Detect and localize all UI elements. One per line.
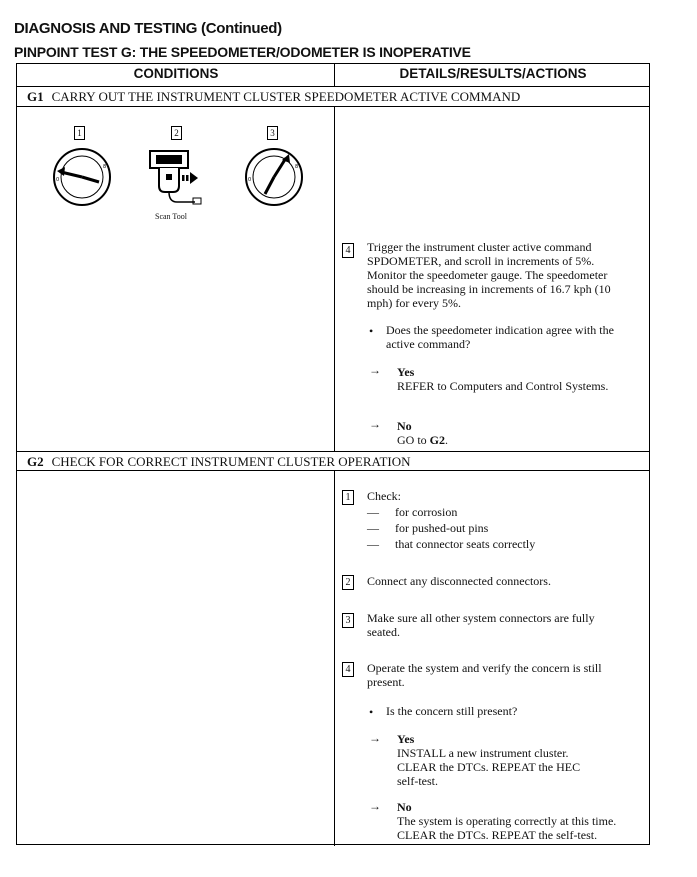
g2-step-3-line-2: seated. xyxy=(367,625,400,639)
speedometer-gauge-low-icon xyxy=(51,146,113,208)
g2-yes-block xyxy=(397,732,580,788)
page-title: DIAGNOSIS AND TESTING (Continued) xyxy=(14,20,282,37)
g1-question-line-2: active command? xyxy=(386,337,471,351)
g1-end-rule xyxy=(17,451,649,452)
g2-yes-label: Yes xyxy=(397,732,415,746)
svg-text:8: 8 xyxy=(295,164,299,170)
g1-step-4-box: 4 xyxy=(342,243,354,258)
g2-yes-arrow-icon: → xyxy=(369,731,381,745)
scan-tool-icon xyxy=(147,148,207,208)
g1-no-block xyxy=(397,419,448,447)
g2-step-1-text: Check: xyxy=(367,489,401,503)
g1-question xyxy=(386,323,614,351)
illus-num-1: 1 xyxy=(74,126,85,140)
g1-step-4-line-2: SPDOMETER, and scroll in increments of 5%. xyxy=(367,254,595,268)
svg-text:0: 0 xyxy=(56,177,60,183)
g1-step-4-line-1: Trigger the instrument cluster active command xyxy=(367,240,592,254)
g2-title-rule xyxy=(17,470,649,471)
g1-title: CARRY OUT THE INSTRUMENT CLUSTER SPEEDOMETER ACTIVE COMMAND xyxy=(51,89,521,104)
g1-divider xyxy=(334,106,335,452)
illus-num-2: 2 xyxy=(171,126,182,140)
g2-no-block xyxy=(397,800,616,842)
svg-text:8: 8 xyxy=(103,164,107,170)
g2-title-row xyxy=(27,454,411,470)
g2-step-4-box: 4 xyxy=(342,662,354,677)
g1-no-prefix: GO to xyxy=(397,433,430,447)
g2-yes-line-1: INSTALL a new instrument cluster. xyxy=(397,746,569,760)
g1-yes-label: Yes xyxy=(397,365,415,379)
g1-no-arrow-icon: → xyxy=(369,417,381,431)
g2-id: G2 xyxy=(27,454,44,469)
g1-step-4-line-5: mph) for every 5%. xyxy=(367,296,461,310)
scan-tool-label: Scan Tool xyxy=(155,212,187,221)
g2-step-2-box: 2 xyxy=(342,575,354,590)
g1-no-label: No xyxy=(397,419,412,433)
illus-num-3: 3 xyxy=(267,126,278,140)
g2-question-bullet: • xyxy=(369,705,374,719)
header-divider xyxy=(334,64,335,87)
g1-yes-arrow-icon: → xyxy=(369,363,381,377)
g2-no-line-2: CLEAR the DTCs. REPEAT the self-test. xyxy=(397,828,598,842)
g2-step-4-line-2: present. xyxy=(367,675,405,689)
g1-id: G1 xyxy=(27,89,44,104)
g2-no-label: No xyxy=(397,800,412,814)
g2-step-3-line-1: Make sure all other system connectors are fully xyxy=(367,611,595,625)
speedometer-gauge-high-icon xyxy=(243,146,305,208)
g1-no-target: G2 xyxy=(429,433,446,447)
g2-step-4-text xyxy=(367,661,602,689)
svg-text:0: 0 xyxy=(248,177,252,183)
g2-no-arrow-icon: → xyxy=(369,799,381,813)
g2-check-1: for corrosion xyxy=(395,505,458,519)
g1-no-suffix: . xyxy=(445,433,449,447)
g1-step-4-line-4: should be increasing in increments of 16.7 kph (10 xyxy=(367,282,611,296)
g2-step-3-box: 3 xyxy=(342,613,354,628)
g2-check-3: that connector seats correctly xyxy=(395,537,536,551)
g2-step-4-line-1: Operate the system and verify the concern is still xyxy=(367,661,602,675)
g1-step-4-line-3: Monitor the speedometer gauge. The speedometer xyxy=(367,268,608,282)
g1-title-row xyxy=(27,89,520,105)
g2-no-line-1: The system is operating correctly at this time. xyxy=(397,814,617,828)
g2-check-2: for pushed-out pins xyxy=(395,521,489,535)
pinpoint-test-table xyxy=(16,63,650,845)
details-header: DETAILS/RESULTS/ACTIONS xyxy=(399,66,587,81)
g2-check-1-dash: — xyxy=(367,505,379,519)
g2-divider xyxy=(334,470,335,846)
g2-yes-line-2: CLEAR the DTCs. REPEAT the HEC xyxy=(397,760,581,774)
g1-no-text xyxy=(397,433,448,447)
g2-step-3-text xyxy=(367,611,595,639)
g2-check-2-dash: — xyxy=(367,521,379,535)
g1-question-bullet: • xyxy=(369,324,374,338)
g1-question-line-1: Does the speedometer indication agree with the xyxy=(386,323,614,337)
g2-question: Is the concern still present? xyxy=(386,704,518,718)
g2-title: CHECK FOR CORRECT INSTRUMENT CLUSTER OPERATION xyxy=(51,454,411,469)
g1-step-4-text xyxy=(367,240,611,310)
test-title: PINPOINT TEST G: THE SPEEDOMETER/ODOMETER IS INOPERATIVE xyxy=(14,44,471,60)
header-rule xyxy=(17,86,649,87)
g1-title-rule xyxy=(17,106,649,107)
g2-yes-line-3: self-test. xyxy=(397,774,438,788)
g1-yes-text: REFER to Computers and Control Systems. xyxy=(397,379,609,393)
g2-check-3-dash: — xyxy=(367,537,379,551)
g1-yes-block xyxy=(397,365,608,393)
conditions-header: CONDITIONS xyxy=(133,66,219,81)
g2-step-1-box: 1 xyxy=(342,490,354,505)
g2-step-2-text: Connect any disconnected connectors. xyxy=(367,574,551,588)
